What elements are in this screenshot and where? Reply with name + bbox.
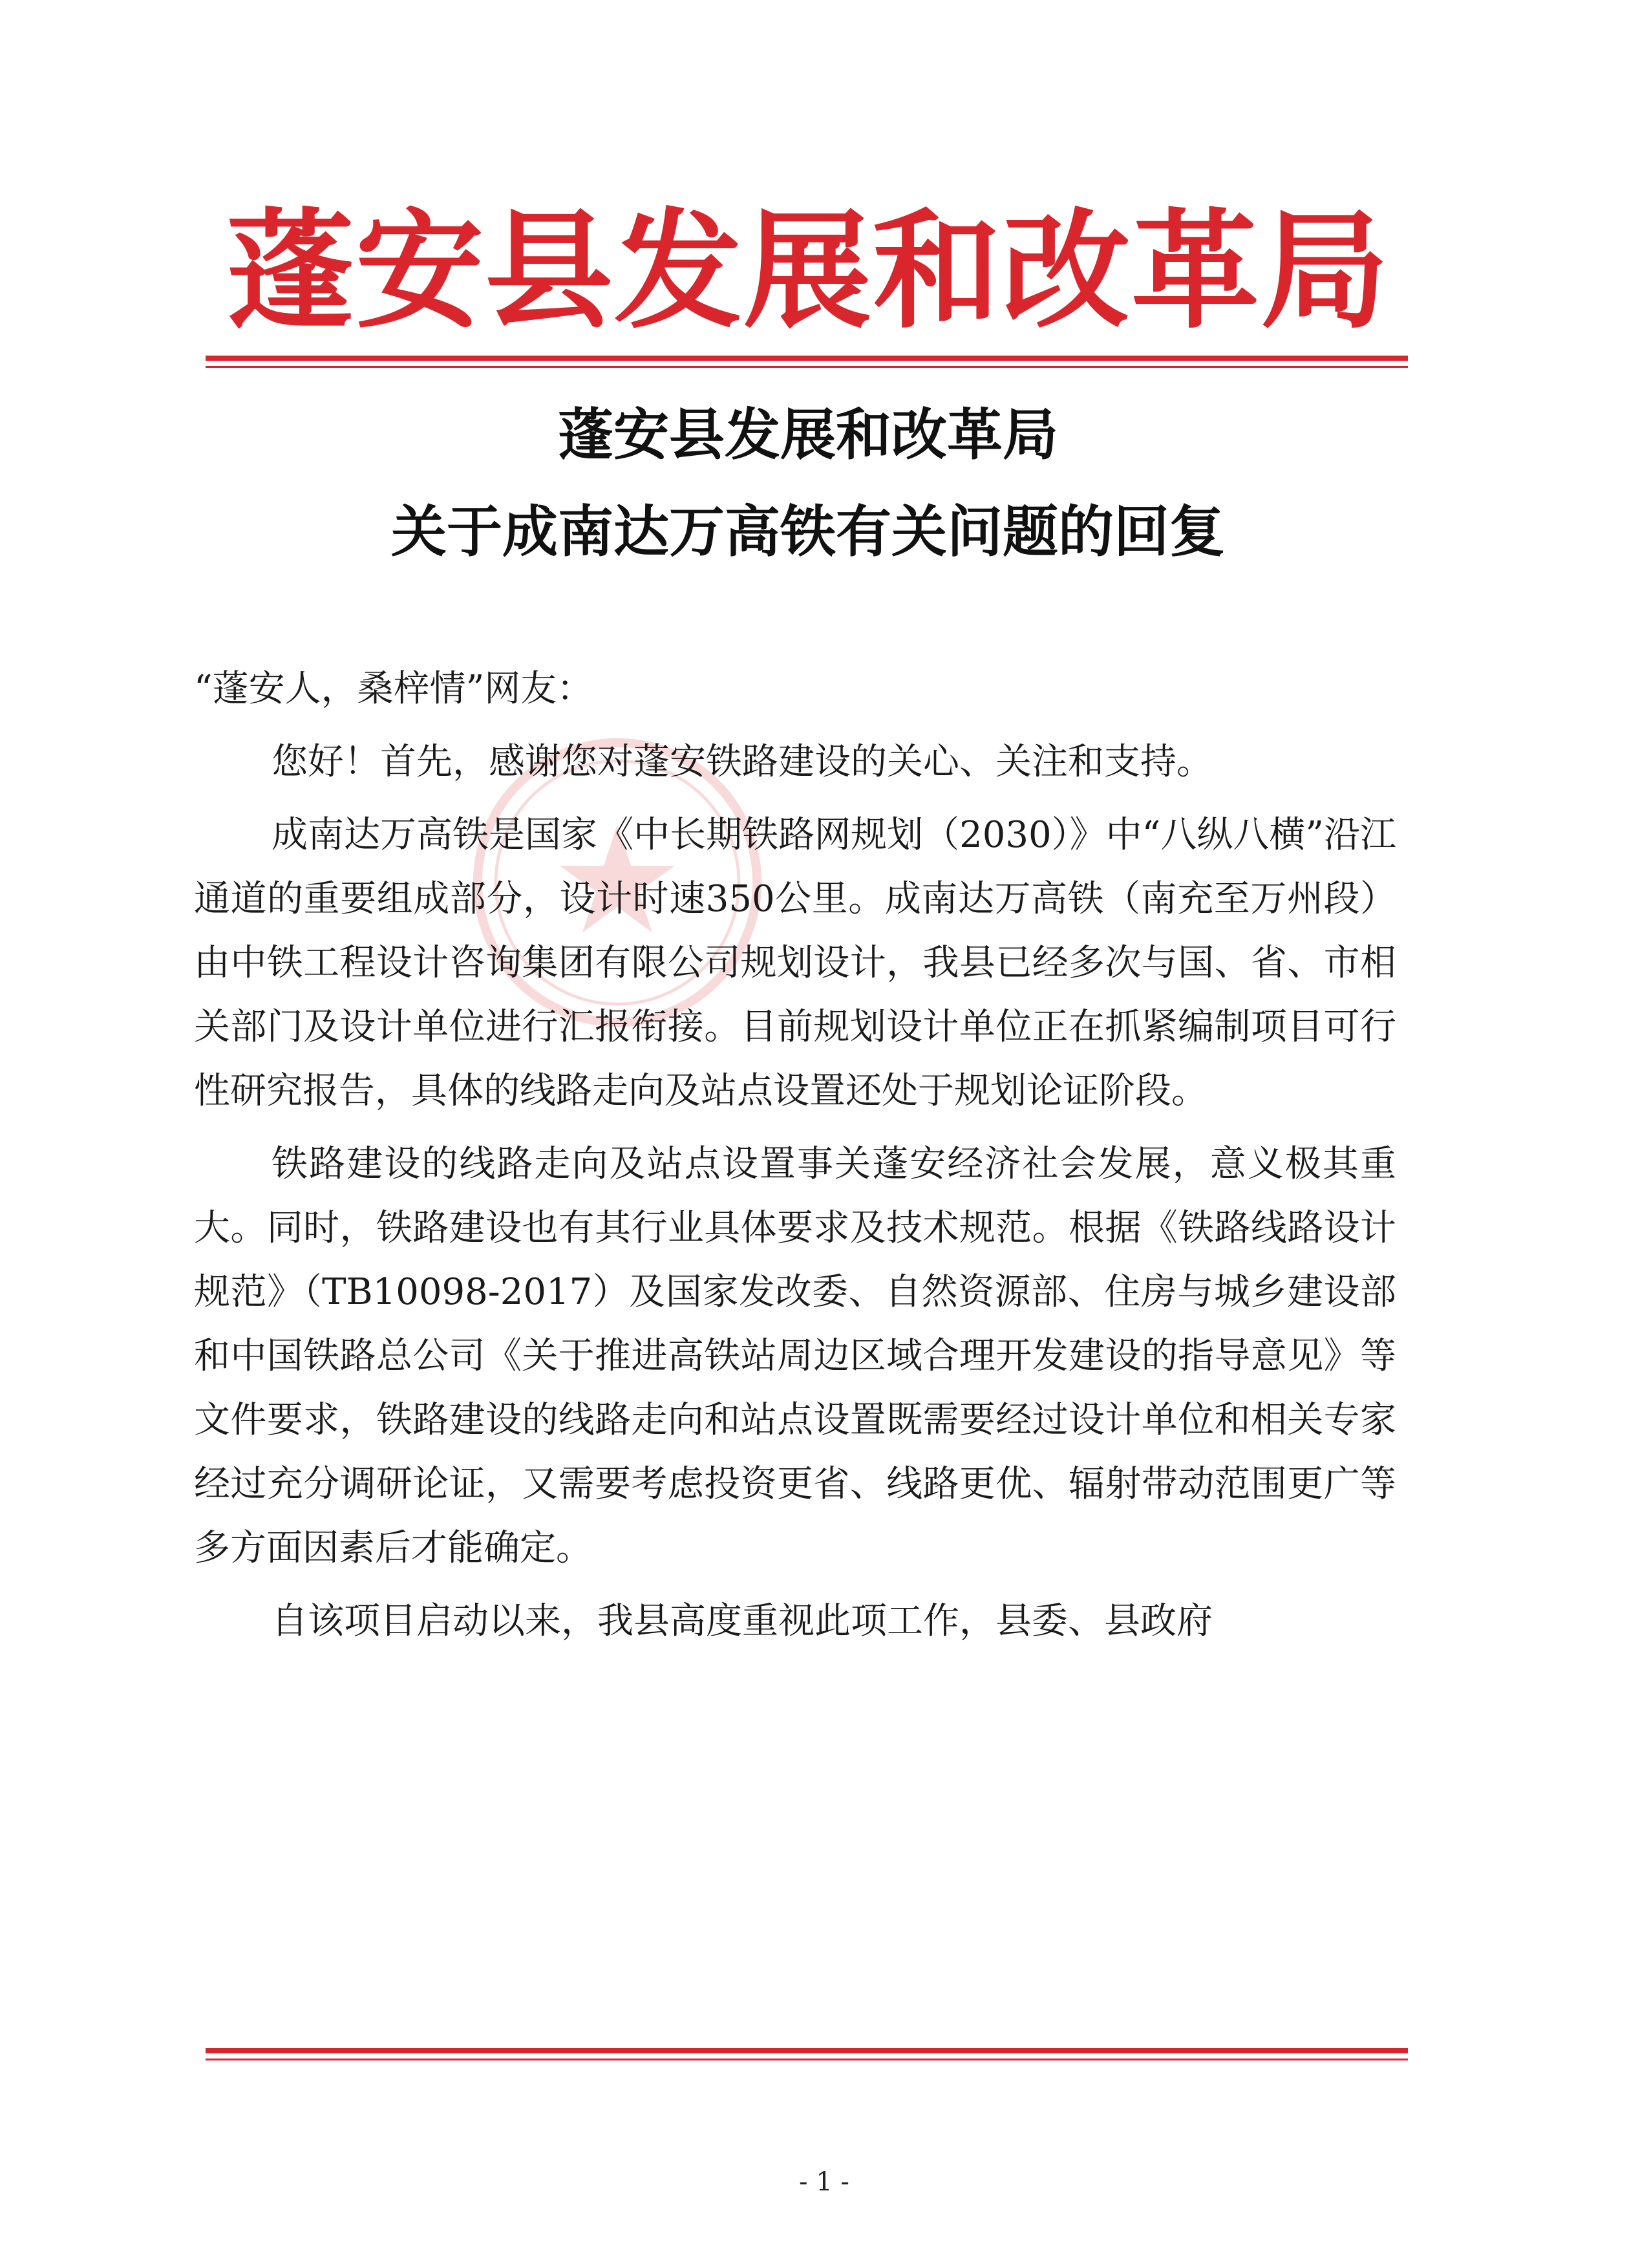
letterhead-rule-thin — [206, 366, 1408, 368]
footer-rule-thin — [206, 2059, 1408, 2060]
salutation: “蓬安人，桑梓情”网友： — [194, 668, 593, 710]
paragraph-greeting: 您好！首先，感谢您对蓬安铁路建设的关心、关注和支持。 — [271, 741, 1213, 783]
paragraph-county-efforts: 自该项目启动以来，我县高度重视此项工作，县委、县政府 — [271, 1600, 1213, 1642]
paragraph-project-overview: 成南达万高铁是国家《中长期铁路网规划（2030）》中“八纵八横”沿江通道的重要组成部分，设计时速350公里。成南达万高铁（南充至万州段）由中铁工程设计咨询集团有限公司规划设计，我县已经多次与国、省、市相关部门及设计单位进行汇报衔接。目前规划设计单位正在抓紧编制项目可行性研究报告，具体的线路走向及站点设置还处于规划论证阶段。 — [194, 814, 1396, 1112]
paragraph-route-requirements: 铁路建设的线路走向及站点设置事关蓬安经济社会发展，意义极其重大。同时，铁路建设也有其行业具体要求及技术规范。根据《铁路线路设计规范》（TB10098-2017）及国家发改委、自然资源部、住房与城乡建设部和中国铁路总公司《关于推进高铁站周边区域合理开发建设的指导意见》等文件要求，铁路建设的线路走向和站点设置既需要经过设计单位和相关专家经过充分调研论证，又需要考虑投资更省、线路更优、辐射带动范围更广等多方面因素后才能确定。 — [194, 1143, 1396, 1569]
document-title-line2: 关于成南达万高铁有关问题的回复 — [391, 499, 1225, 564]
document-title-line1: 蓬安县发展和改革局 — [558, 402, 1058, 467]
page-number: - 1 - — [799, 2167, 849, 2197]
letterhead-rule-thick — [206, 356, 1408, 361]
document-body — [194, 657, 1396, 1662]
footer-rule-thick — [206, 2048, 1408, 2053]
letterhead-org-name: 蓬安县发展和改革局 — [226, 197, 1390, 346]
